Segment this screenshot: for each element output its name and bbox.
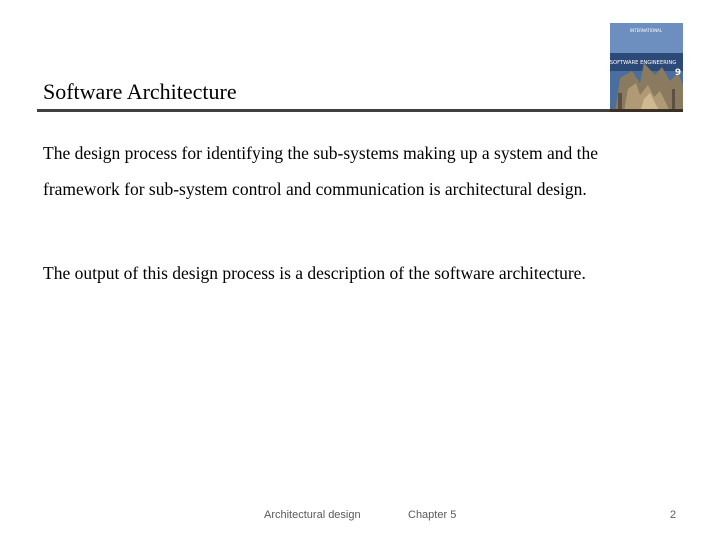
- page-number: 2: [670, 509, 677, 521]
- footer-chapter: Chapter 5: [408, 509, 457, 521]
- slide-title: Software Architecture: [43, 79, 237, 104]
- cover-top-text: INTERNATIONAL: [629, 28, 663, 33]
- body-paragraph-2: The output of this design process is a description of the software architecture.: [43, 263, 586, 283]
- footer-topic: Architectural design: [264, 509, 361, 521]
- book-cover-image: [610, 23, 683, 112]
- body-paragraph-1: The design process for identifying the sub-systems making up a system and the framework for sub-system control and communication is architectural design.: [43, 143, 599, 199]
- title-divider: [37, 109, 610, 112]
- cover-edition-text: 9: [674, 68, 682, 78]
- cover-title-text: SOFTWARE ENGINEERING: [610, 60, 677, 66]
